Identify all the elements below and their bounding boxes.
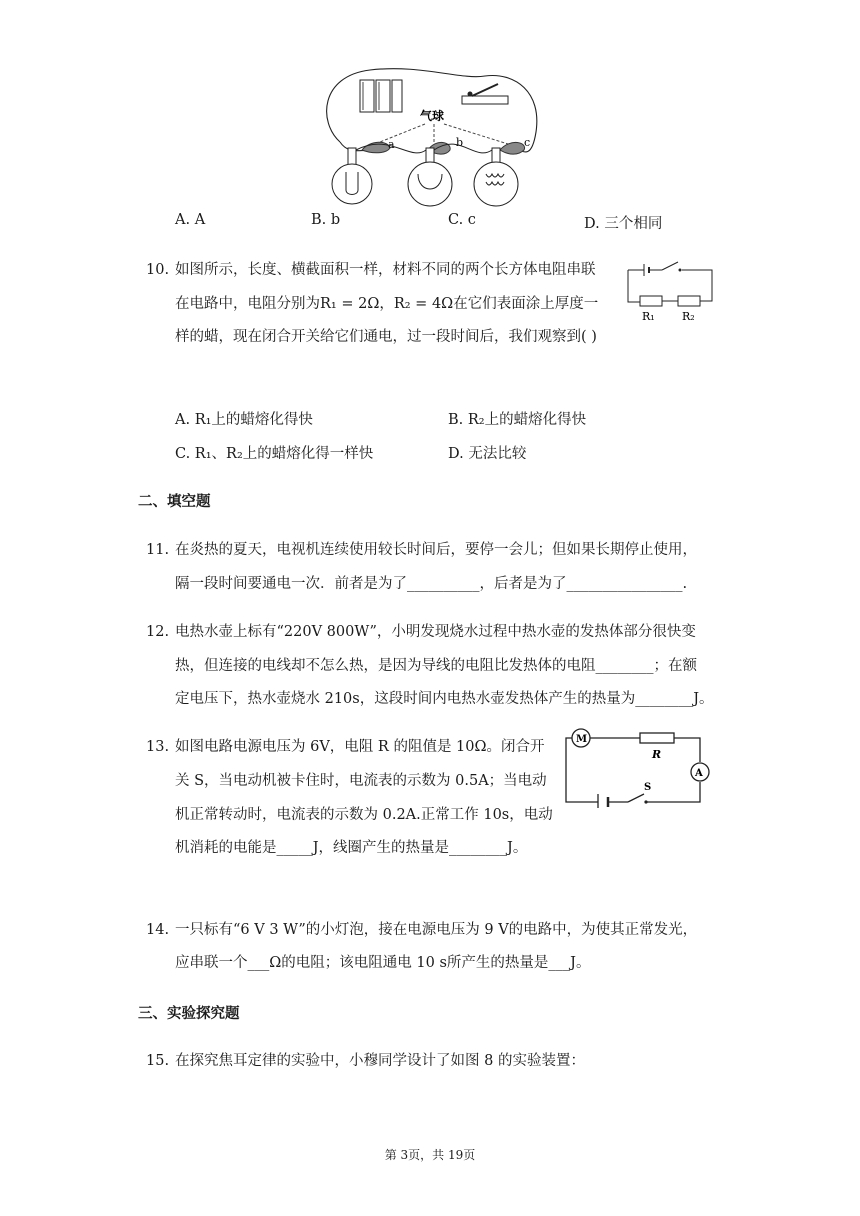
- label-c: c: [524, 136, 531, 149]
- q11-line-2: 隔一段时间要通电一次．前者是为了__________，后者是为了________________.: [175, 576, 688, 592]
- q10-line-3: 样的蜡，现在闭合开关给它们通电，过一段时间后，我们观察到( ): [175, 329, 597, 345]
- q10-option-b[interactable]: B. R₂上的蜡熔化得快: [448, 412, 587, 428]
- label-a: a: [388, 138, 395, 151]
- label-b: b: [456, 136, 464, 149]
- q14-line-1: 一只标有“6 V 3 W”的小灯泡，接在电源电压为 9 V的电路中，为使其正常发光，: [175, 922, 698, 938]
- q11-line-1: 在炎热的夏天，电视机连续使用较长时间后，要停一会儿；但如果长期停止使用，: [175, 542, 697, 558]
- q10-line-2: 在电路中，电阻分别为R₁ = 2Ω，R₂ = 4Ω在它们表面涂上厚度一: [175, 296, 599, 312]
- q15-line-1: 在探究焦耳定律的实验中，小穆同学设计了如图 8 的实验装置：: [175, 1053, 585, 1069]
- q13-line-1: 如图电路电源电压为 6V，电阻 R 的阻值是 10Ω。闭合开: [175, 739, 545, 755]
- q12-line-2: 热，但连接的电线却不怎么热，是因为导线的电阻比发热体的电阻________；在额: [175, 658, 697, 674]
- q11-number: 11.: [146, 542, 170, 558]
- q10-option-c[interactable]: C. R₁、R₂上的蜡熔化得一样快: [175, 446, 374, 462]
- flask-c-icon: [474, 148, 518, 206]
- q9-option-a[interactable]: A. A: [175, 212, 206, 228]
- q13-line-4: 机消耗的电能是_____J，线圈产生的热量是________J。: [175, 840, 528, 856]
- q10-option-a[interactable]: A. R₁上的蜡熔化得快: [175, 412, 313, 428]
- q13-number: 13.: [146, 739, 170, 755]
- q13-circuit-figure: [560, 726, 720, 808]
- q9-option-b[interactable]: B. b: [311, 212, 341, 228]
- switch-label: S: [644, 782, 652, 793]
- q14-number: 14.: [146, 922, 170, 938]
- q10-option-d[interactable]: D. 无法比较: [448, 446, 527, 462]
- knife-switch-icon: [462, 84, 508, 104]
- q15-number: 15.: [146, 1053, 170, 1069]
- q10-circuit-figure: [622, 250, 718, 325]
- resistor-label: R: [652, 748, 662, 761]
- q9-circuit-figure: [310, 62, 550, 210]
- q12-line-3: 定电压下，热水壶烧水 210s，这段时间内电热水壶发热体产生的热量为________J。: [175, 691, 714, 707]
- q9-option-c[interactable]: C. c: [448, 212, 476, 228]
- balloon-label: 气球: [420, 109, 445, 123]
- battery-icon: [360, 80, 402, 112]
- flask-a-icon: [332, 148, 372, 204]
- flask-b-icon: [408, 148, 452, 206]
- q12-line-1: 电热水壶上标有“220V 800W”，小明发现烧水过程中热水壶的发热体部分很快变: [175, 624, 696, 640]
- ammeter-label: A: [695, 768, 703, 779]
- q10-r1-label: R₁: [642, 310, 655, 323]
- q14-line-2: 应串联一个___Ω的电阻；该电阻通电 10 s所产生的热量是___J。: [175, 955, 591, 971]
- q10-number: 10.: [146, 262, 170, 278]
- q9-option-d[interactable]: D. 三个相同: [584, 216, 663, 232]
- q13-line-2: 关 S，当电动机被卡住时，电流表的示数为 0.5A；当电动: [175, 773, 547, 789]
- page-footer: 第 3页，共 19页: [384, 1148, 476, 1162]
- section-heading-fill-blank: 二、填空题: [138, 494, 211, 510]
- q10-line-1: 如图所示，长度、横截面积一样，材料不同的两个长方体电阻串联: [175, 262, 596, 278]
- q13-line-3: 机正常转动时，电流表的示数为 0.2A.正常工作 10s，电动: [175, 807, 553, 823]
- section-heading-experiment: 三、实验探究题: [138, 1006, 240, 1022]
- resistor-icon: [640, 733, 674, 743]
- q12-number: 12.: [146, 624, 170, 640]
- motor-label: M: [576, 734, 588, 745]
- q10-r2-label: R₂: [682, 310, 695, 323]
